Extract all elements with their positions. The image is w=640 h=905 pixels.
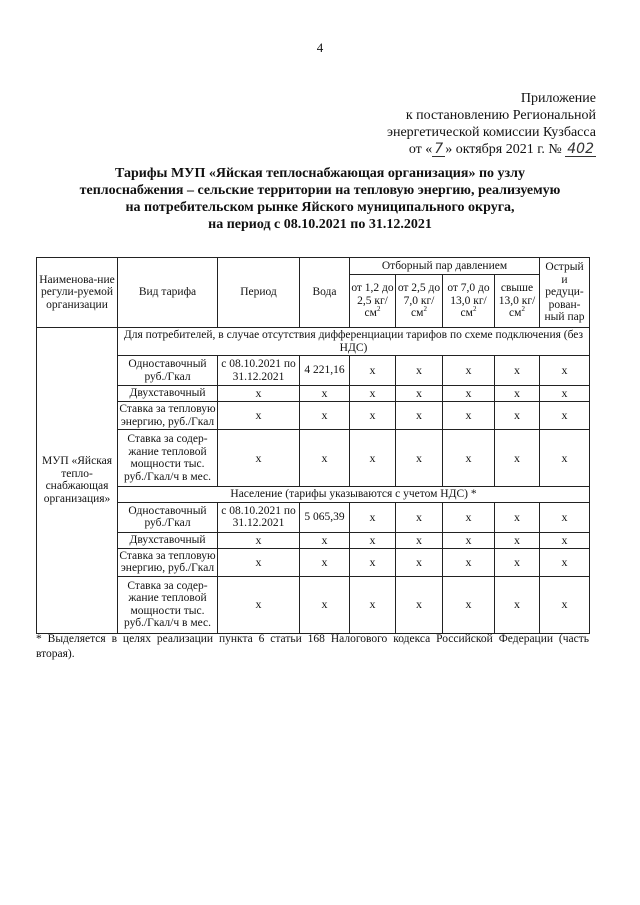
appendix-line-1: Приложение bbox=[520, 91, 596, 106]
title-line-1: Тарифы МУП «Яйская теплоснабжающая организация» по узлу bbox=[115, 166, 525, 181]
header-steam-1: от 1,2 до 2,5 $кг/см^2$ bbox=[350, 275, 396, 328]
table-row: Двухставочный х х х х х х х bbox=[37, 386, 590, 402]
header-steam-group: Отборный пар давлением bbox=[350, 258, 540, 275]
header-period: Период bbox=[218, 258, 300, 328]
page-number: 4 bbox=[316, 40, 324, 55]
header-water: Вода bbox=[300, 258, 350, 328]
table-row: Ставка за тепловую энергию, руб./Гкал х х х х х х х bbox=[37, 548, 590, 576]
date-mid: » октября 2021 г. № bbox=[445, 142, 562, 157]
header-org: Наименова-ние регули-руемой организации bbox=[37, 258, 118, 328]
appendix-block bbox=[387, 90, 596, 158]
document-title bbox=[70, 165, 570, 233]
table-row: Одноставочный руб./Гкал с 08.10.2021 по 31.12.2021 4 221,16 х х х х х bbox=[37, 356, 590, 386]
header-sharp-steam: Острый и редуци-рован-ный пар bbox=[540, 258, 590, 328]
appendix-line-3: энергетической комиссии Кузбасса bbox=[386, 125, 596, 140]
table-row: Двухставочный х х х х х х х bbox=[37, 532, 590, 548]
section-2-title: Население (тарифы указываются с учетом НДС) * bbox=[118, 487, 590, 503]
header-tariff-type: Вид тарифа bbox=[118, 258, 218, 328]
table-row: Одноставочный руб./Гкал с 08.10.2021 по 31.12.2021 5 065,39 х х х х х bbox=[37, 502, 590, 532]
handwritten-number: 402 bbox=[567, 141, 594, 157]
tariff-two-part: Двухставочный bbox=[118, 386, 218, 402]
tariff-one-part: Одноставочный руб./Гкал bbox=[118, 356, 218, 386]
tariff-two-part: Двухставочный bbox=[118, 532, 218, 548]
table-row: Ставка за содер-жание тепловой мощности тыс. руб./Гкал/ч в мес. х х х х х х х bbox=[37, 430, 590, 487]
tariff-table bbox=[36, 257, 590, 634]
tariff-capacity-rate: Ставка за содер-жание тепловой мощности тыс. руб./Гкал/ч в мес. bbox=[118, 430, 218, 487]
tariff-one-part: Одноставочный руб./Гкал bbox=[118, 502, 218, 532]
appendix-line-2: к постановлению Региональной bbox=[405, 108, 596, 123]
header-steam-4: свыше 13,0 $кг/см^2$ bbox=[495, 275, 540, 328]
section-1-title: Для потребителей, в случае отсутствия дифференциации тарифов по схеме подключения (без НДС) bbox=[118, 328, 590, 356]
tariff-capacity-rate: Ставка за содер-жание тепловой мощности тыс. руб./Гкал/ч в мес. bbox=[118, 576, 218, 633]
footnote: * Выделяется в целях реализации пункта 6 статьи 168 Налогового кодекса Российской Федерации (часть вторая). bbox=[36, 633, 589, 660]
tariff-energy-rate: Ставка за тепловую энергию, руб./Гкал bbox=[119, 403, 216, 428]
title-line-2: теплоснабжения – сельские территории на тепловую энергию, реализуемую bbox=[79, 183, 561, 198]
title-line-4: на период с 08.10.2021 по 31.12.2021 bbox=[208, 217, 432, 232]
tariff-period: с 08.10.2021 по 31.12.2021 bbox=[218, 502, 300, 532]
table-row: Ставка за содер-жание тепловой мощности тыс. руб./Гкал/ч в мес. х х х х х х х bbox=[37, 576, 590, 633]
organization-name: МУП «Яйская тепло-снабжающая организация» bbox=[37, 328, 118, 634]
header-steam-3: от 7,0 до 13,0 $кг/см^2$ bbox=[443, 275, 495, 328]
header-steam-2: от 2,5 до 7,0 $кг/см^2$ bbox=[396, 275, 443, 328]
water-value: 4 221,16 bbox=[300, 356, 350, 386]
title-line-3: на потребительском рынке Яйского муниципального округа, bbox=[125, 200, 515, 215]
water-value: 5 065,39 bbox=[300, 502, 350, 532]
date-prefix: от « bbox=[408, 142, 433, 157]
tariff-energy-rate: Ставка за тепловую энергию, руб./Гкал bbox=[119, 549, 216, 574]
tariff-period: с 08.10.2021 по 31.12.2021 bbox=[218, 356, 300, 386]
table-row: Ставка за тепловую энергию, руб./Гкал х х х х х х х bbox=[37, 402, 590, 430]
handwritten-day: 7 bbox=[434, 141, 444, 157]
appendix-date-line bbox=[387, 141, 596, 158]
